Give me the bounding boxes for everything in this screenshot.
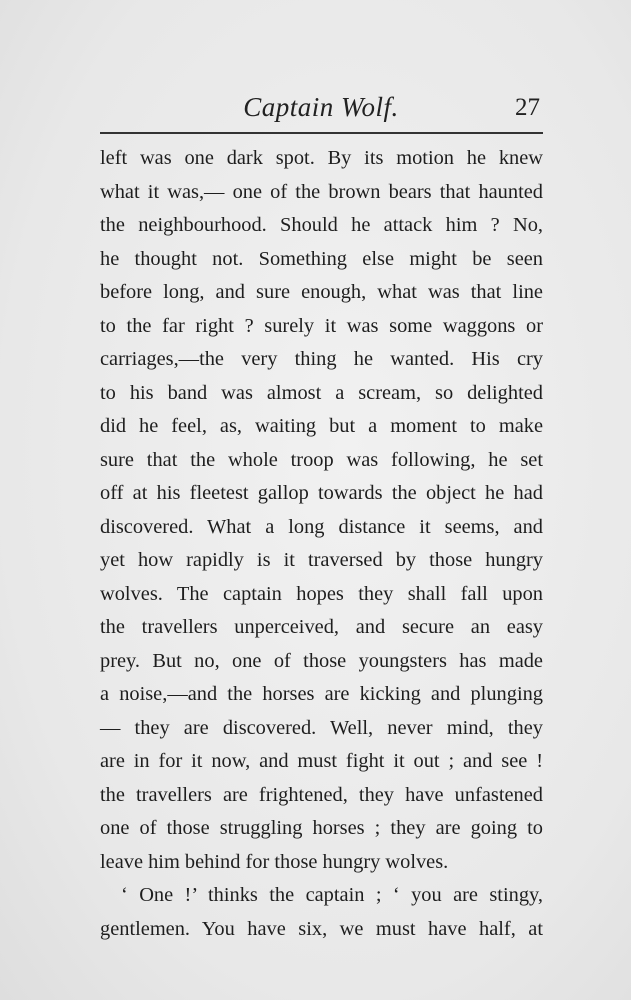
header-rule (100, 132, 543, 134)
text-line: what it was,— one of the brown bears that haunted (100, 180, 543, 203)
text-line: gentlemen. You have six, we must have half, at (100, 917, 543, 940)
page-number: 27 (515, 94, 540, 121)
text-line: a noise,—and the horses are kicking and plunging (100, 683, 543, 705)
text-line: prey. But no, one of those youngsters has made (100, 649, 543, 672)
text-line: the travellers are frightened, they have unfastened (100, 783, 543, 806)
text-line: did he feel, as, waiting but a moment to make (100, 415, 543, 437)
text-line: yet how rapidly is it traversed by those hungry (100, 549, 543, 571)
text-line: he thought not. Something else might be seen (100, 247, 543, 270)
text-line: before long, and sure enough, what was that line (100, 281, 543, 303)
text-line: — they are discovered. Well, never mind, they (100, 716, 543, 739)
text-line: to his band was almost a scream, so delighted (100, 381, 543, 404)
paragraph-start-line: ‘ One !’ thinks the captain ; ‘ you are stingy, (121, 884, 543, 906)
text-line: wolves. The captain hopes they shall fall upon (100, 582, 543, 605)
text-line: one of those struggling horses ; they are going to (100, 817, 543, 839)
text-line: the neighbourhood. Should he attack him ? No, (100, 214, 543, 236)
text-line: to the far right ? surely it was some waggons or (100, 314, 543, 337)
running-header (100, 92, 542, 132)
text-line: left was one dark spot. By its motion he knew (100, 147, 543, 169)
body-text (100, 142, 543, 946)
running-title: Captain Wolf. (243, 92, 399, 122)
text-line: the travellers unperceived, and secure an easy (100, 616, 543, 638)
text-line: sure that the whole troop was following, he set (100, 448, 543, 471)
text-line: are in for it now, and must fight it out ; and see ! (100, 750, 543, 772)
text-line: carriages,—the very thing he wanted. His cry (100, 348, 543, 370)
text-line: discovered. What a long distance it seems, and (100, 515, 543, 538)
paragraph-end-line: leave him behind for those hungry wolves. (100, 850, 449, 873)
text-line: off at his fleetest gallop towards the object he had (100, 482, 543, 504)
